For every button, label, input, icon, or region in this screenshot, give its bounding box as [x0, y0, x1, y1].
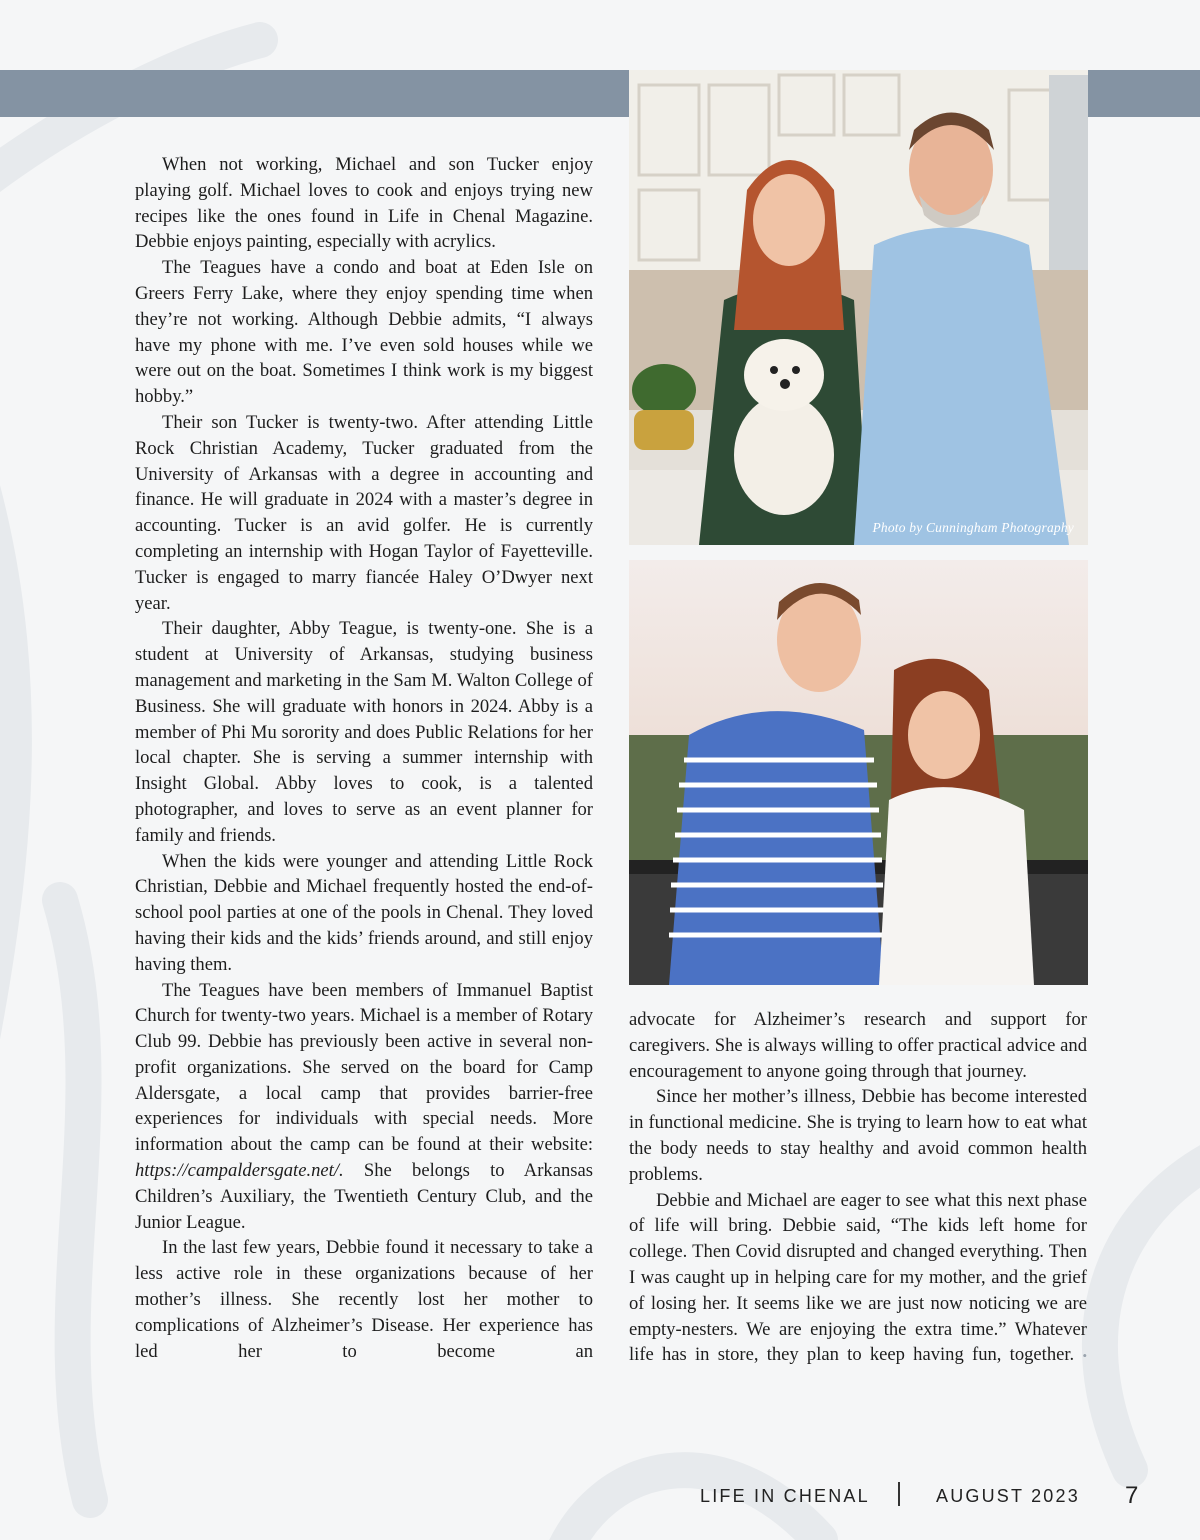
photo-illustration	[629, 70, 1088, 545]
article-right-column	[629, 1007, 1087, 1369]
article-paragraph: When not working, Michael and son Tucker enjoy playing golf. Michael loves to cook and enjoys trying new recipes like the ones found in Life in Chenal Magazine. Debbie enjoys painting, especially with acrylics.	[135, 154, 593, 253]
article-left-column	[135, 152, 593, 1364]
church-text: The Teagues have been members of Immanuel Baptist Church for twenty-two years. Michael is a member of Rotary Club 99. Debbie has previously been active in several non-profit organizations. She served on the board for Camp Aldersgate, a local camp that provides barrier-free experiences for individuals with special needs. More information about the camp can be found at their website:	[135, 979, 593, 1156]
issue-date: AUGUST 2023	[936, 1486, 1080, 1506]
photo-credit: Photo by Cunningham Photography	[872, 520, 1074, 535]
church-text-continued: She belongs to Arkansas Children’s Auxiliary, the Twentieth Century Club, and the Junior League.	[135, 1160, 593, 1233]
article-paragraph: Their daughter, Abby Teague, is twenty-one. She is a student at University of Arkansas, studying business management and marketing in the Sam M. Walton College of Business. She will graduate with honors in 2024. Abby is a member of Phi Mu sorority and does Public Relations for her local chapter. She is serving a summer internship with Insight Global. Abby loves to cook, is a talented photographer, and loves to serve as an event planner for family and friends.	[135, 618, 593, 846]
article-paragraph-final	[629, 1188, 1087, 1370]
magazine-title: LIFE IN CHENAL	[700, 1486, 870, 1506]
camp-website-link[interactable]: https://campaldersgate.net/.	[135, 1160, 344, 1182]
article-paragraph: Since her mother’s illness, Debbie has become interested in functional medicine. She is trying to learn how to eat what the body needs to stay healthy and avoid common health problems.	[629, 1086, 1087, 1185]
article-paragraph-continued: advocate for Alzheimer’s research and support for caregivers. She is always willing to offer practical advice and encouragement to anyone going through that journey.	[629, 1009, 1087, 1082]
article-paragraph: In the last few years, Debbie found it necessary to take a less active role in these organizations because of her mother’s illness. She recently lost her mother to complications of Alzheimer’s Disease. Her experience has led her to become an	[135, 1237, 593, 1362]
final-paragraph-text: Debbie and Michael are eager to see what this next phase of life will bring. Debbie said, “The kids left home for college. Then Covid disrupted and changed everything. Then I was caught up in helping care for my mother, and the grief of losing her. It seems like we are just now noticing we are empty-nesters. We are enjoying the extra time.” Whatever life has in store, they plan to keep having fun, together.	[629, 1189, 1087, 1366]
photo-illustration	[629, 560, 1088, 985]
page-number: 7	[1125, 1482, 1139, 1509]
end-mark-icon: •	[1082, 1348, 1087, 1364]
article-paragraph: Their son Tucker is twenty-two. After attending Little Rock Christian Academy, Tucker graduated from the University of Arkansas with a degree in accounting and finance. He will graduate in 2024 with a master’s degree in accounting. Tucker is an avid golfer. He is currently completing an internship with Hogan Taylor of Fayetteville. Tucker is engaged to marry fiancée Haley O’Dwyer next year.	[135, 411, 593, 614]
article-paragraph-church	[135, 978, 593, 1236]
article-paragraph: The Teagues have a condo and boat at Eden Isle on Greers Ferry Lake, where they enjoy spending time when they’re not working. Although Debbie admits, “I always have my phone with me. I’ve even sold houses while we were out on the boat. Sometimes I think work is my biggest hobby.”	[135, 257, 593, 408]
photo-debbie-michael-kitchen	[629, 70, 1088, 545]
footer-divider	[898, 1482, 900, 1506]
page-footer	[700, 1482, 1140, 1512]
photo-tucker-haley-balcony	[629, 560, 1088, 985]
article-paragraph: When the kids were younger and attending Little Rock Christian, Debbie and Michael frequently hosted the end-of-school pool parties at one of the pools in Chenal. They loved having their kids and the kids’ friends around, and still enjoy having them.	[135, 850, 593, 975]
